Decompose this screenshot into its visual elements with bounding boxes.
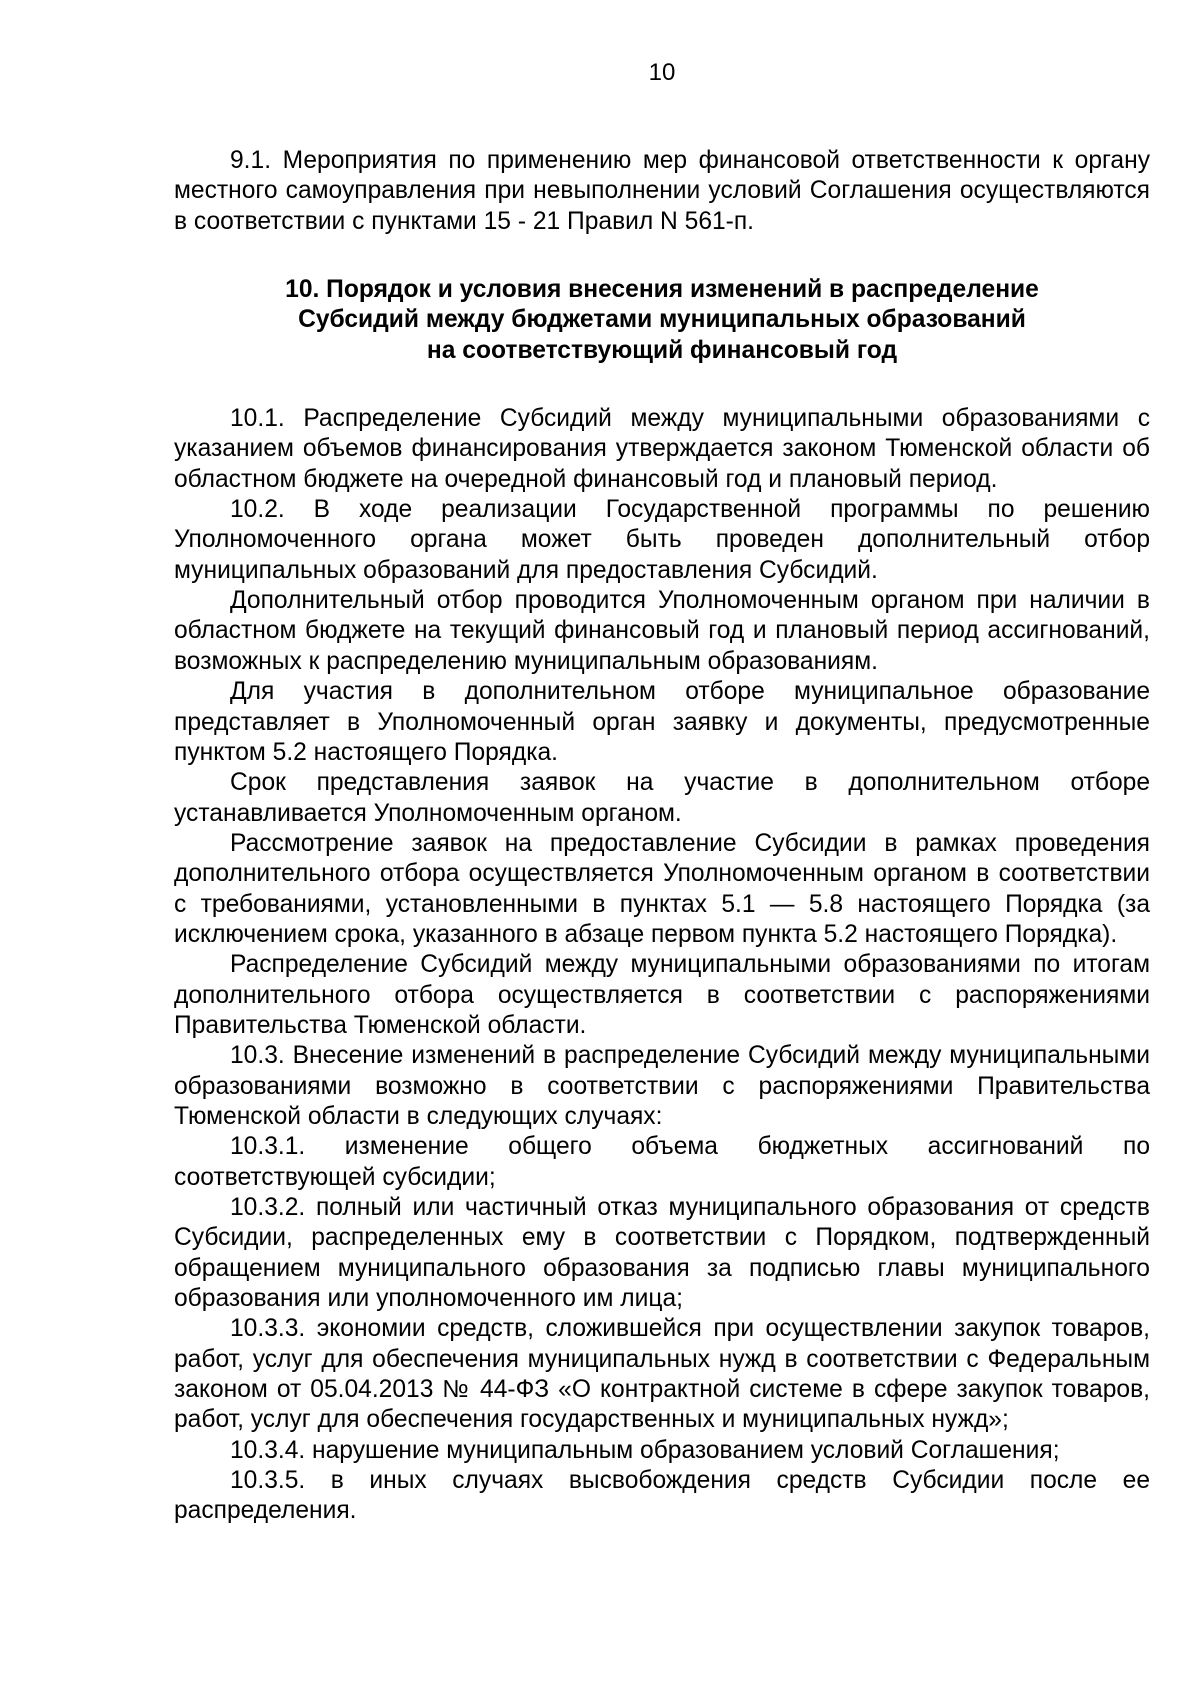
heading-line: 10. Порядок и условия внесения изменений в распределение xyxy=(285,276,1039,304)
paragraph-10-3-2: 10.3.2. полный или частичный отказ муниципального образования от средств Субсидии, распределенных ему в соответствии с Порядком, подтвержденный обращением муниципального образования за подписью главы муниципального образования или уполномоченного им лица; xyxy=(174,1194,1150,1313)
document-body xyxy=(174,146,1150,1527)
paragraph-10-3-3: 10.3.3. экономии средств, сложившейся при осуществлении закупок товаров, работ, услуг для обеспечения муниципальных нужд в соответствии с Федеральным законом от 05.04.2013 № 44-ФЗ «О контрактной системе в сфере закупок товаров, работ, услуг для обеспечения государственных и муниципальных нужд»; xyxy=(174,1315,1150,1434)
page-number: 10 xyxy=(648,59,676,86)
paragraph-10-3-4: 10.3.4. нарушение муниципальным образованием условий Соглашения; xyxy=(230,1436,1060,1464)
section-heading-10 xyxy=(174,275,1150,366)
paragraph-10-3-5: 10.3.5. в иных случаях высвобождения средств Субсидии после ее распределения. xyxy=(174,1467,1150,1525)
paragraph-application-deadline: Срок представления заявок на участие в дополнительном отборе устанавливается Уполномоченным органом. xyxy=(174,769,1150,827)
paragraph-application-review: Рассмотрение заявок на предоставление Субсидии в рамках проведения дополнительного отбора осуществляется Уполномоченным органом в соответствии с требованиями, установленными в пунктах 5.1 — 5.8 настоящего Порядка (за исключением срока, указанного в абзаце первом пункта 5.2 настоящего Порядка). xyxy=(174,829,1150,948)
heading-line: Субсидий между бюджетами муниципальных образований xyxy=(298,306,1026,334)
paragraph-9-1: 9.1. Мероприятия по применению мер финансовой ответственности к органу местного самоуправления при невыполнении условий Соглашения осуществляются в соответствии с пунктами 15 - 21 Правил N 561-п. xyxy=(174,147,1150,235)
paragraph-10-3-1: 10.3.1. изменение общего объема бюджетных ассигнований по соответствующей субсидии; xyxy=(174,1133,1150,1191)
paragraph-10-1: 10.1. Распределение Субсидий между муниципальными образованиями с указанием объемов финансирования утверждается законом Тюменской области об областном бюджете на очередной финансовый год и плановый период. xyxy=(174,405,1150,493)
paragraph-10-2: 10.2. В ходе реализации Государственной программы по решению Уполномоченного органа может быть проведен дополнительный отбор муниципальных образований для предоставления Субсидий. xyxy=(174,496,1150,584)
paragraph-distribution-results: Распределение Субсидий между муниципальными образованиями по итогам дополнительного отбора осуществляется в соответствии с распоряжениями Правительства Тюменской области. xyxy=(174,951,1150,1039)
paragraph-10-3: 10.3. Внесение изменений в распределение Субсидий между муниципальными образованиями возможно в соответствии с распоряжениями Правительства Тюменской области в следующих случаях: xyxy=(174,1042,1150,1130)
paragraph-additional-selection: Дополнительный отбор проводится Уполномоченным органом при наличии в областном бюджете на текущий финансовый год и плановый период ассигнований, возможных к распределению муниципальным образованиям. xyxy=(174,587,1150,675)
paragraph-participation: Для участия в дополнительном отборе муниципальное образование представляет в Уполномоченный орган заявку и документы, предусмотренные пунктом 5.2 настоящего Порядка. xyxy=(174,678,1150,766)
heading-line: на соответствующий финансовый год xyxy=(426,336,898,364)
